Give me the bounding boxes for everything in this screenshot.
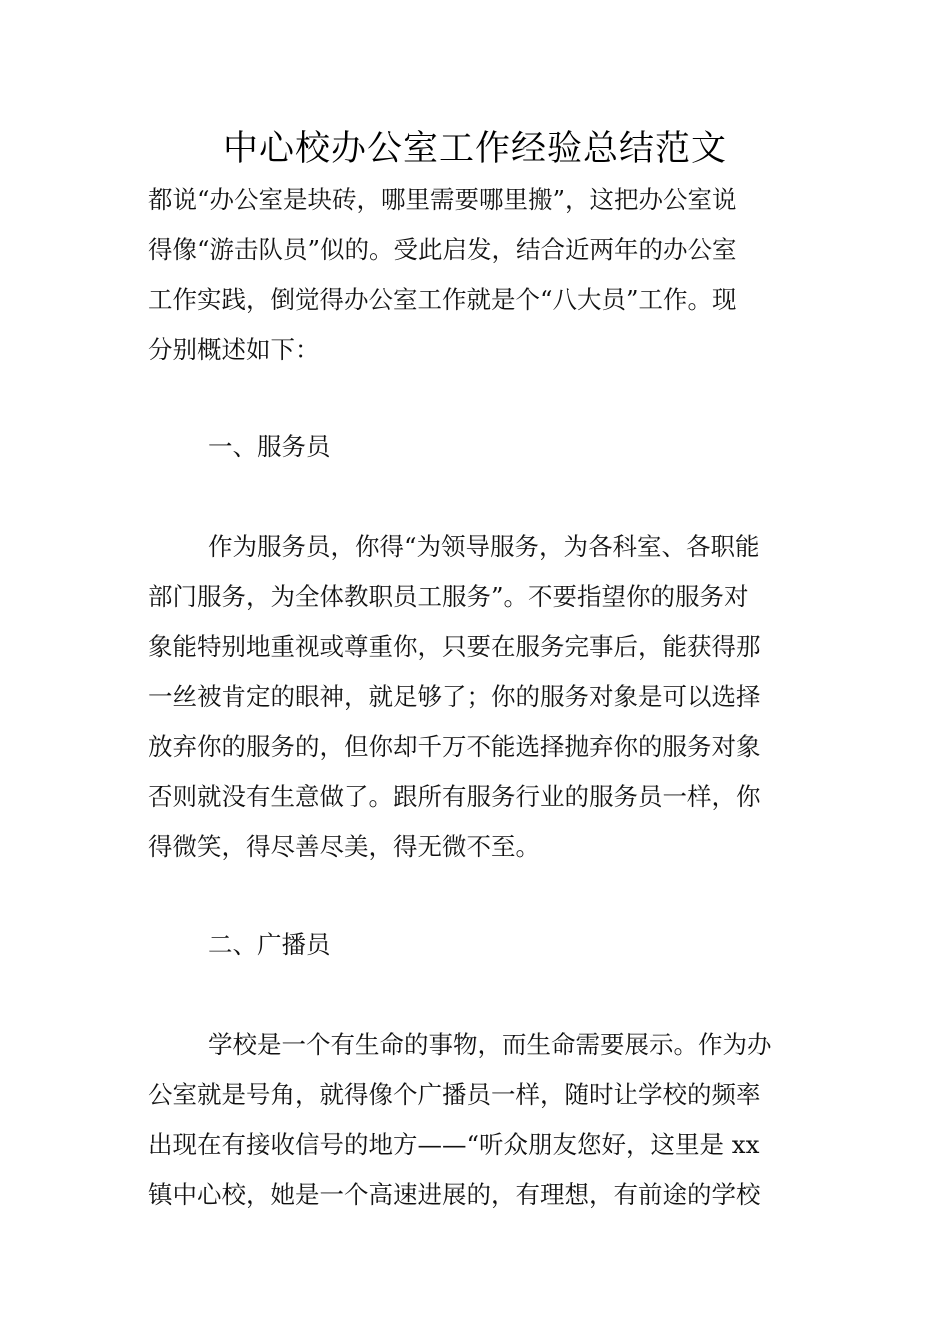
paragraph-line: 部门服务，为全体教职员工服务”。不要指望你的服务对 — [148, 582, 749, 611]
paragraph-line: 得像“游击队员”似的。受此启发，结合近两年的办公室 — [148, 235, 737, 264]
paragraph-line: 工作实践，倒觉得办公室工作就是个“八大员”工作。现 — [148, 285, 737, 314]
paragraph-line: 都说“办公室是块砖，哪里需要哪里搬”，这把办公室说 — [148, 185, 737, 214]
paragraph-line: 否则就没有生意做了。跟所有服务行业的服务员一样，你 — [148, 782, 761, 811]
paragraph-line: 学校是一个有生命的事物，而生命需要展示。作为办 — [208, 1030, 772, 1059]
paragraph-line: 作为服务员，你得“为领导服务，为各科室、各职能 — [208, 532, 760, 561]
section-heading: 二、广播员 — [208, 930, 331, 959]
section-heading: 一、服务员 — [208, 432, 331, 461]
paragraph-line: 放弃你的服务的，但你却千万不能选择抛弃你的服务对象 — [148, 732, 761, 761]
paragraph-line: 公室就是号角，就得像个广播员一样，随时让学校的频率 — [148, 1080, 761, 1109]
paragraph-line: 一丝被肯定的眼神，就足够了；你的服务对象是可以选择 — [148, 682, 761, 711]
paragraph-line: 分别概述如下： — [148, 335, 320, 364]
paragraph-line: 镇中心校，她是一个高速进展的，有理想，有前途的学校 — [148, 1180, 761, 1209]
paragraph-line: 出现在有接收信号的地方——“听众朋友您好，这里是 xx — [148, 1130, 760, 1159]
paragraph-line: 象能特别地重视或尊重你，只要在服务完事后，能获得那 — [148, 632, 761, 661]
document-title: 中心校办公室工作经验总结范文 — [222, 129, 727, 169]
paragraph-line: 得微笑，得尽善尽美，得无微不至。 — [148, 832, 540, 861]
